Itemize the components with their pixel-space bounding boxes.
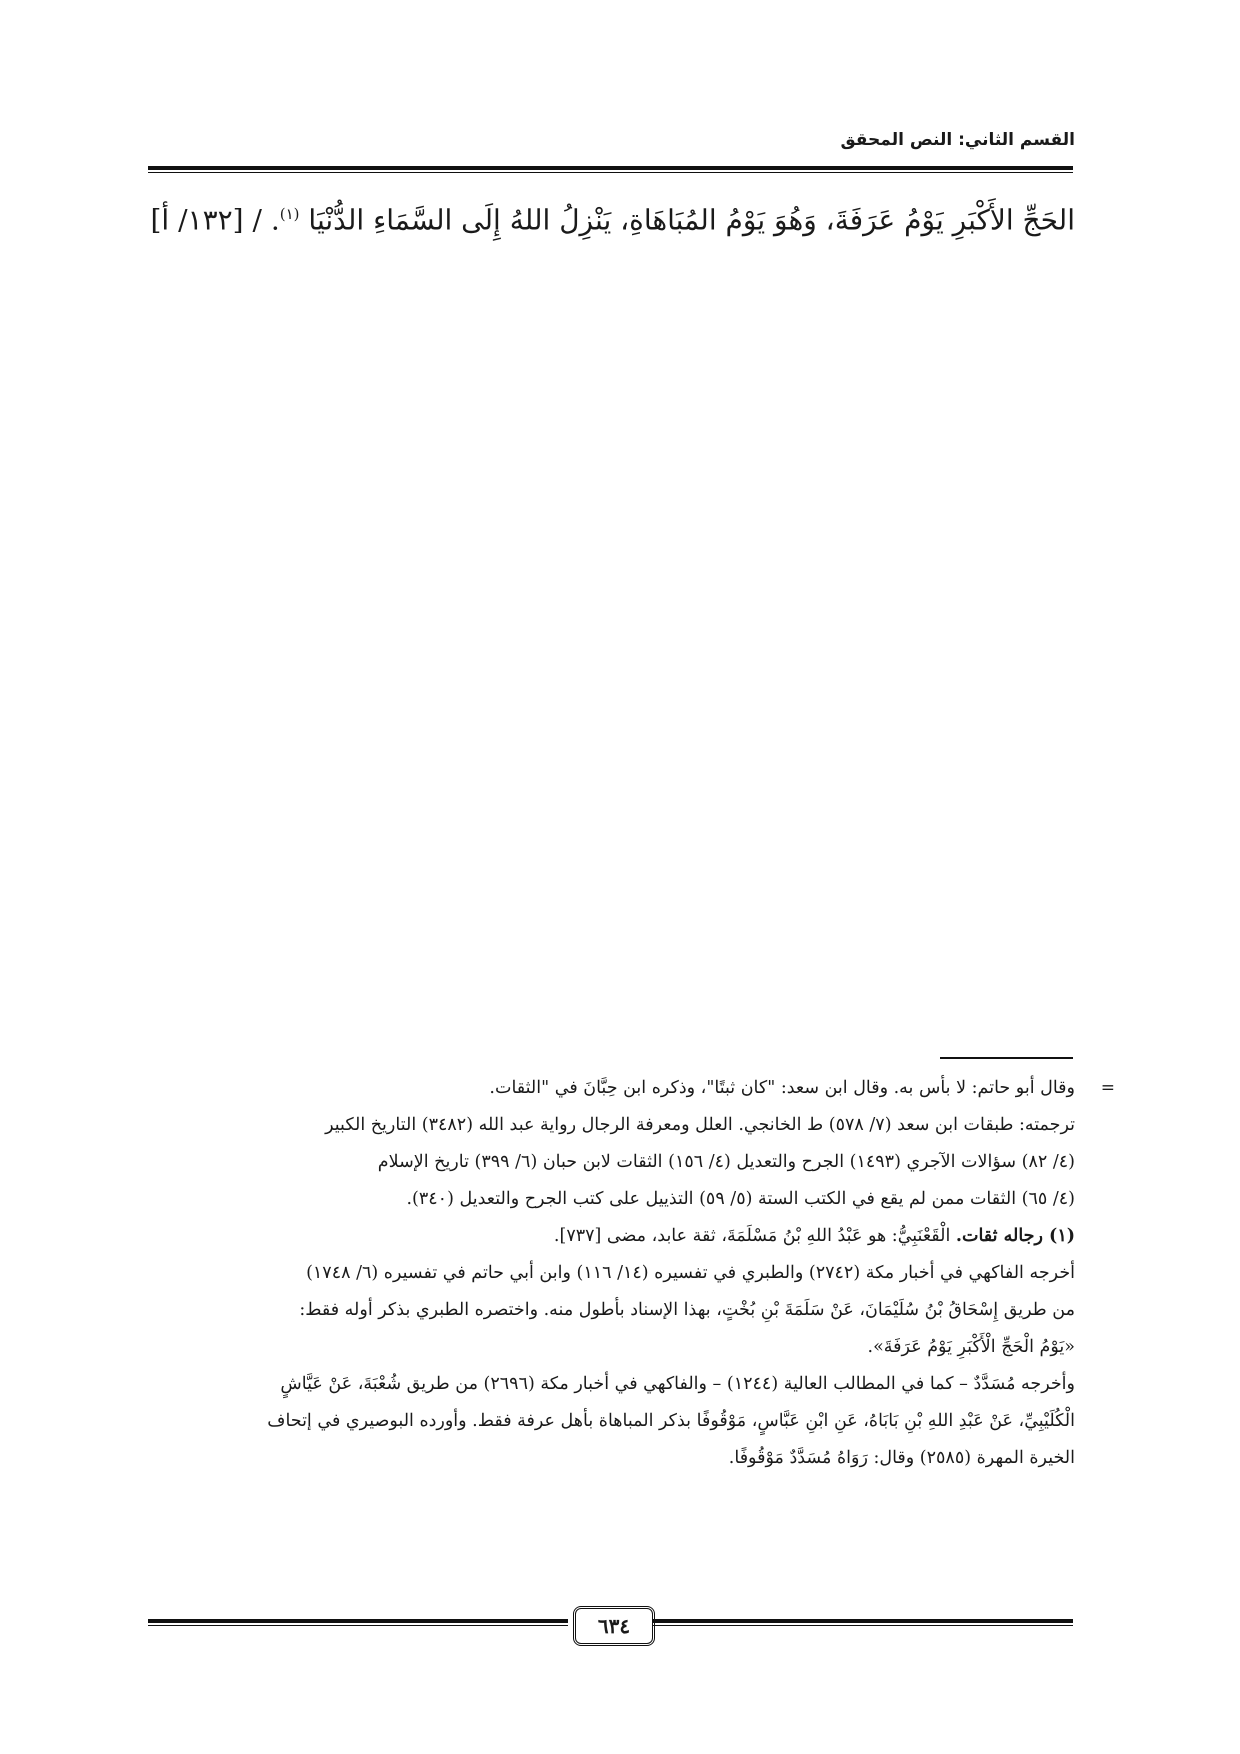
footnote-line: وقال أبو حاتم: لا بأس به. وقال ابن سعد: "كان ثبتًا"، وذكره ابن حِبَّانَ في "الثقات. <box>489 1078 1075 1098</box>
footnote-line: أخرجه الفاكهي في أخبار مكة (٢٧٤٢) والطبري في تفسيره (١٤/ ١١٦) وابن أبي حاتم في تفسيره (٦/ ١٧٤٨) <box>306 1263 1075 1283</box>
footnote-1-text: الْقَعْنَبِيُّ: هو عَبْدُ اللهِ بْنُ مَسْلَمَةَ، ثقة عابد، مضى [٧٣٧]. <box>553 1226 951 1246</box>
footnotes-block <box>155 1070 1115 1477</box>
footnote-line: ترجمته: طبقات ابن سعد (٧/ ٥٧٨) ط الخانجي. العلل ومعرفة الرجال رواية عبد الله (٣٤٨٢) التاريخ الكبير <box>325 1115 1075 1135</box>
footnote-line: من طريق إِسْحَاقُ بْنُ سُلَيْمَانَ، عَنْ سَلَمَةَ بْنِ بُخْتٍ، بهذا الإسناد بأطول منه. واختصره الطبري بذكر أوله فقط: <box>299 1300 1075 1320</box>
footnote-1-label: (١) رجاله ثقات. <box>955 1226 1075 1246</box>
footnote-line: الْكُلَيْبِيِّ، عَنْ عَبْدِ اللهِ بْنِ بَابَاهُ، عَنِ ابْنِ عَبَّاسٍ، مَوْقُوفًا بذكر المباهاة بأهل عرفة فقط. وأورده البوصيري في إتحاف <box>267 1411 1075 1431</box>
footnote-separator <box>940 1057 1073 1059</box>
footnote-line: الخيرة المهرة (٢٥٨٥) وقال: رَوَاهُ مُسَدَّدٌ مَوْقُوفًا. <box>728 1448 1075 1468</box>
footer-rule-left <box>148 1619 568 1626</box>
footnote-1 <box>155 1218 1075 1255</box>
footer-rule-right <box>653 1619 1073 1626</box>
footnote-continuation-mark: = <box>1100 1078 1115 1098</box>
page-footer <box>148 1606 1073 1646</box>
footnote-line: «يَوْمُ الْحَجِّ الْأَكْبَرِ يَوْمُ عَرَفَةَ». <box>867 1337 1075 1357</box>
footnote-line: (٤/ ٦٥) الثقات ممن لم يقع في الكتب الستة (٥/ ٥٩) التذييل على كتب الجرح والتعديل (٣٤٠). <box>406 1189 1075 1209</box>
footnote-line: وأخرجه مُسَدَّدٌ – كما في المطالب العالية (١٢٤٤) – والفاكهي في أخبار مكة (٢٦٩٦) من طريق شُعْبَةَ، عَنْ عَيَّاشٍ <box>280 1374 1075 1394</box>
folio-marker: . / [١٣٢/ أ] <box>150 203 280 237</box>
footnote-reference[interactable]: (١) <box>279 205 300 223</box>
main-text-body: الحَجِّ الأَكْبَرِ يَوْمُ عَرَفَةَ، وَهُوَ يَوْمُ المُبَاهَاةِ، يَنْزِلُ اللهُ إِلَى السَّمَاءِ الدُّنْيَا <box>308 203 1075 237</box>
running-header: القسم الثاني: النص المحقق <box>840 130 1075 150</box>
page-number: ٦٣٤ <box>573 1606 655 1646</box>
footnote-line: (٤/ ٨٢) سؤالات الآجري (١٤٩٣) الجرح والتعديل (٤/ ١٥٦) الثقات لابن حبان (٦/ ٣٩٩) تاريخ الإسلام <box>377 1152 1075 1172</box>
main-text-line <box>150 192 1075 242</box>
header-double-rule <box>148 166 1073 173</box>
